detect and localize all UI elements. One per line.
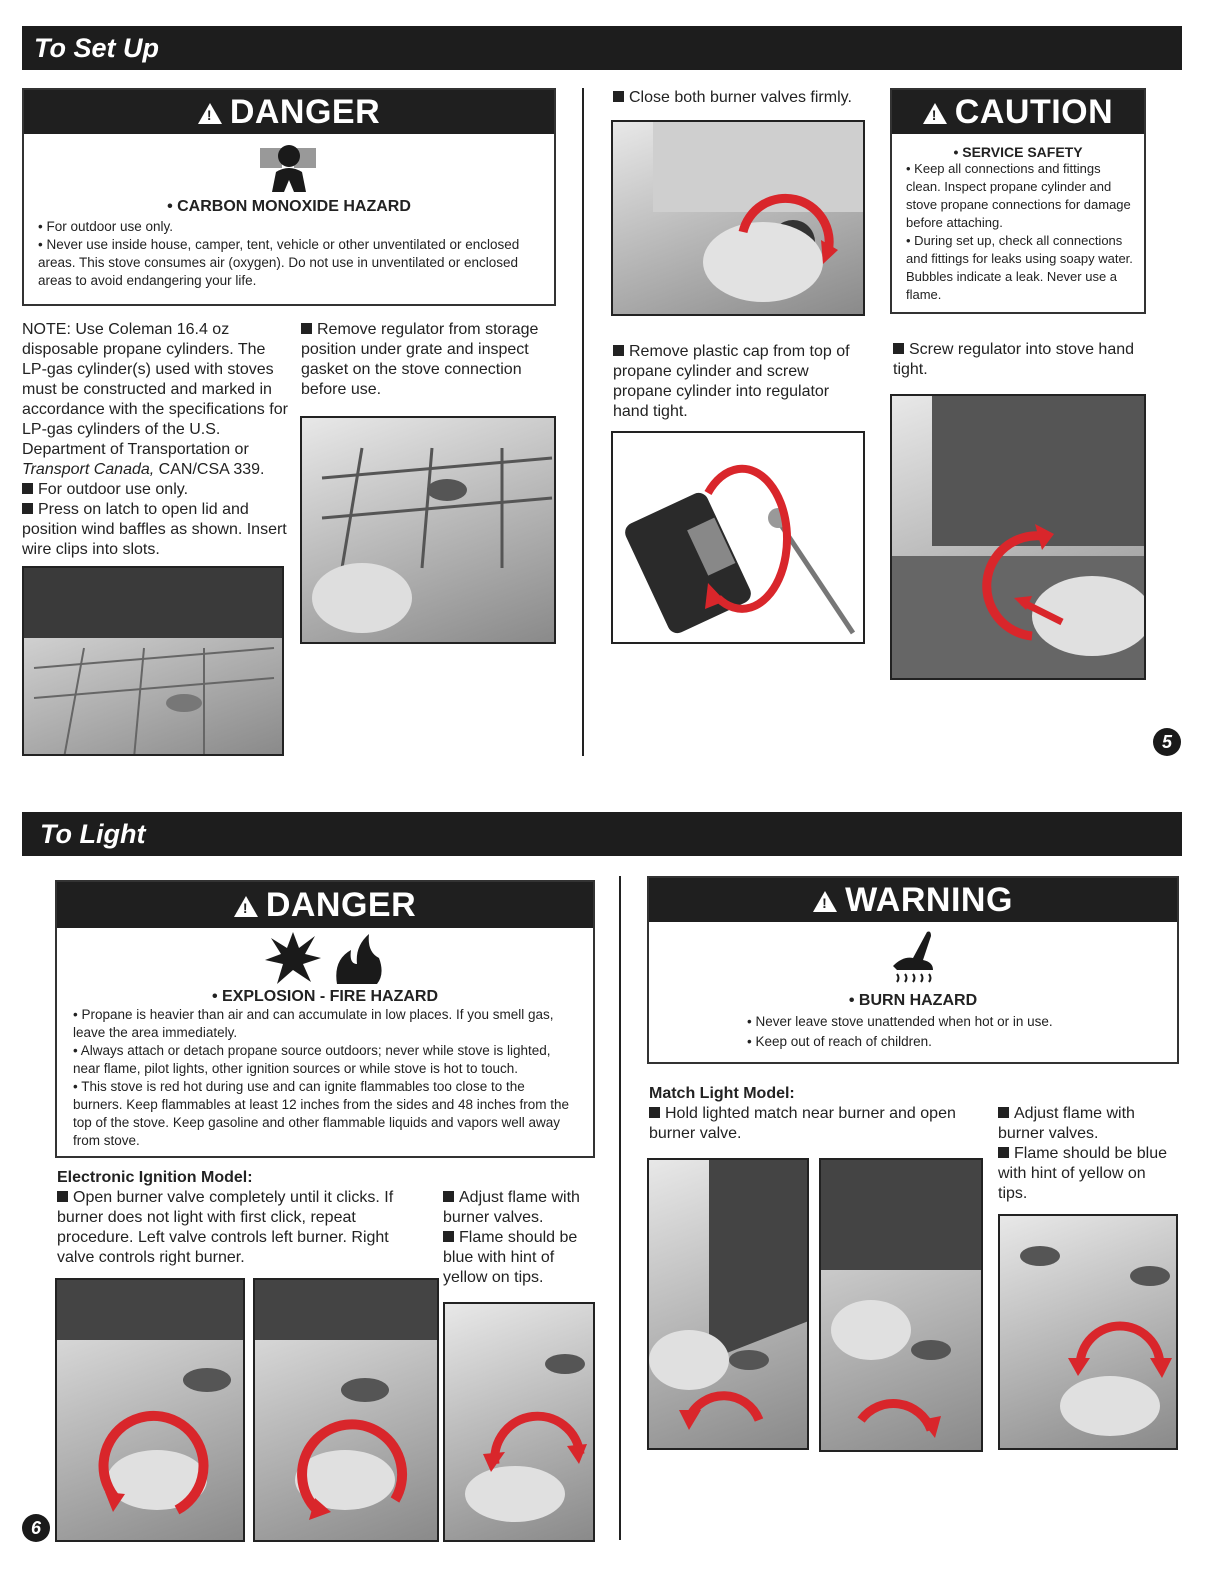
burn-line-1: • Never leave stove unattended when hot or in use. [747,1014,1053,1029]
photo-match-right [819,1158,983,1452]
note-main: NOTE: Use Coleman 16.4 oz disposable propane cylinders. The LP-gas cylinder(s) used with stoves must be constructed and marked in accordance with the specifications for LP-gas cylinders of the U.S. Department of Transportation or [22,321,288,458]
bullet-square-icon [649,1107,660,1118]
adjust-flame-step-1 [443,1188,591,1288]
photo-close-valves [611,120,865,316]
warning-triangle-icon [813,891,837,912]
latch-step [22,500,288,560]
setup-header-text: To Set Up [34,33,159,63]
match-light-step [649,1084,969,1144]
page-number-5 [1153,728,1181,756]
co-line-1: • For outdoor use only. [38,219,174,234]
adjust-flame-text-1: Adjust flame with burner valves. [443,1189,580,1226]
danger-label-2: DANGER [265,886,417,924]
light-section-header [22,812,1182,856]
photo-match-left [647,1158,809,1450]
close-valves-step [613,88,873,108]
caution-box [890,88,1146,314]
light-danger-box [55,880,595,1158]
hazard-icons [57,928,593,988]
flame-blue-text-1: Flame should be blue with hint of yellow on tips. [443,1229,578,1286]
burn-hazard-text [649,1012,1177,1052]
explosion-icon [263,930,323,986]
caution-line-1: • Keep all connections and fittings clean. Inspect propane cylinder and stove propane connections for damage before attaching. [906,161,1131,230]
remove-regulator-text: Remove regulator from storage position under grate and inspect gasket on the stove connection before use. [301,321,539,398]
fire-icon [327,930,387,986]
electronic-ignition-text: Open burner valve completely until it clicks. If burner does not light with first click, repeat procedure. Left valve controls left burner. Right valve controls right burner. [57,1189,394,1266]
bullet-square-icon [443,1231,454,1242]
warning-label: WARNING [845,881,1013,919]
explosion-line-2: • Always attach or detach propane source outdoors; never while stove is lighted, near flame, pilot lights, other ignition sources or while stove is hot to touch. [73,1043,551,1076]
warning-box [647,876,1179,1064]
flame-blue-text-2: Flame should be blue with hint of yellow on tips. [998,1145,1167,1202]
explosion-line-3: • This stove is red hot during use and can ignite flammables too close to the burners. Keep flammables at least 12 inches from the sides and 48 inches from the top of the stove. Keep gasoline and other flammable liquids and vapors well away from stove. [73,1079,570,1148]
bullet-square-icon [443,1191,454,1202]
warning-triangle-icon [234,896,258,917]
photo-screw-regulator [890,394,1146,680]
bullet-square-icon [613,345,624,356]
latch-text: Press on latch to open lid and position wind baffles as shown. Insert wire clips into slots. [22,501,287,558]
setup-note-column [22,320,288,560]
note-end: CAN/CSA 339. [154,461,265,478]
bullet-square-icon [22,483,33,494]
warning-triangle-icon [198,103,222,124]
remove-cap-step [613,342,867,422]
page-6-text: 6 [30,1518,41,1538]
page-number-6 [22,1514,50,1542]
electronic-ignition-title: Electronic Ignition Model: [57,1169,253,1186]
caution-text [892,160,1144,304]
warning-triangle-icon [923,103,947,124]
light-header-text: To Light [40,819,146,849]
match-light-text: Hold lighted match near burner and open burner valve. [649,1105,956,1142]
remove-cap-text: Remove plastic cap from top of propane cylinder and screw propane cylinder into regulator hand tight. [613,343,850,420]
caution-line-2: • During set up, check all connections and fittings for leaks using soapy water. Bubbles indicate a leak. Never use a flame. [906,233,1133,302]
adjust-flame-text-2: Adjust flame with burner valves. [998,1105,1135,1142]
photo-open-lid [22,566,284,756]
co-line-2: • Never use inside house, camper, tent, vehicle or other unventilated or enclosed areas. This stove consumes air (oxygen). Do not use in unventilated or enclosed areas to avoid endangering your life. [38,237,520,288]
bullet-square-icon [301,323,312,334]
photo-adjust-flame-2 [998,1214,1178,1450]
caution-label: CAUTION [954,93,1114,131]
bullet-square-icon [998,1107,1009,1118]
photo-regulator-storage [300,416,556,644]
danger-header [24,90,554,134]
warning-header [649,878,1177,922]
electronic-ignition-step [57,1168,407,1268]
burn-line-2: • Keep out of reach of children. [747,1034,932,1049]
setup-danger-box [22,88,556,306]
carbon-monoxide-person-icon [24,134,554,198]
match-light-title: Match Light Model: [649,1085,795,1102]
outdoor-step [22,480,288,500]
screw-regulator-text: Screw regulator into stove hand tight. [893,341,1135,378]
note-text [22,320,288,480]
co-hazard-title: • CARBON MONOXIDE HAZARD [167,198,411,215]
remove-regulator-step [301,320,551,400]
photo-right-valve [253,1278,439,1542]
bullet-square-icon [57,1191,68,1202]
photo-left-valve [55,1278,245,1542]
explosion-hazard-text [57,1006,593,1150]
caution-header [892,90,1144,134]
explosion-hazard-title: • EXPLOSION - FIRE HAZARD [211,988,439,1005]
photo-adjust-flame-1 [443,1302,595,1542]
burn-hand-icon [649,922,1177,992]
light-column-divider [619,876,621,1540]
page-5-text: 5 [1161,732,1172,752]
screw-regulator-step [893,340,1147,380]
bullet-square-icon [893,343,904,354]
bullet-square-icon [613,91,624,102]
note-italic: Transport Canada, [22,461,155,478]
service-safety-title: • SERVICE SAFETY [953,144,1083,160]
bullet-square-icon [998,1147,1009,1158]
setup-column-divider [582,88,584,756]
electronic-ignition-instruction [57,1188,407,1268]
bullet-square-icon [22,503,33,514]
setup-section-header [22,26,1182,70]
outdoor-text: For outdoor use only. [38,481,189,498]
adjust-flame-step-2 [998,1104,1176,1204]
danger-label: DANGER [229,93,381,131]
close-valves-text: Close both burner valves firmly. [629,89,852,106]
photo-attach-cylinder [611,431,865,644]
co-hazard-text [24,216,554,290]
danger-header [57,882,593,928]
explosion-line-1: • Propane is heavier than air and can accumulate in low places. If you smell gas, leave the area immediately. [73,1007,554,1040]
burn-hazard-title: • BURN HAZARD [848,992,978,1009]
